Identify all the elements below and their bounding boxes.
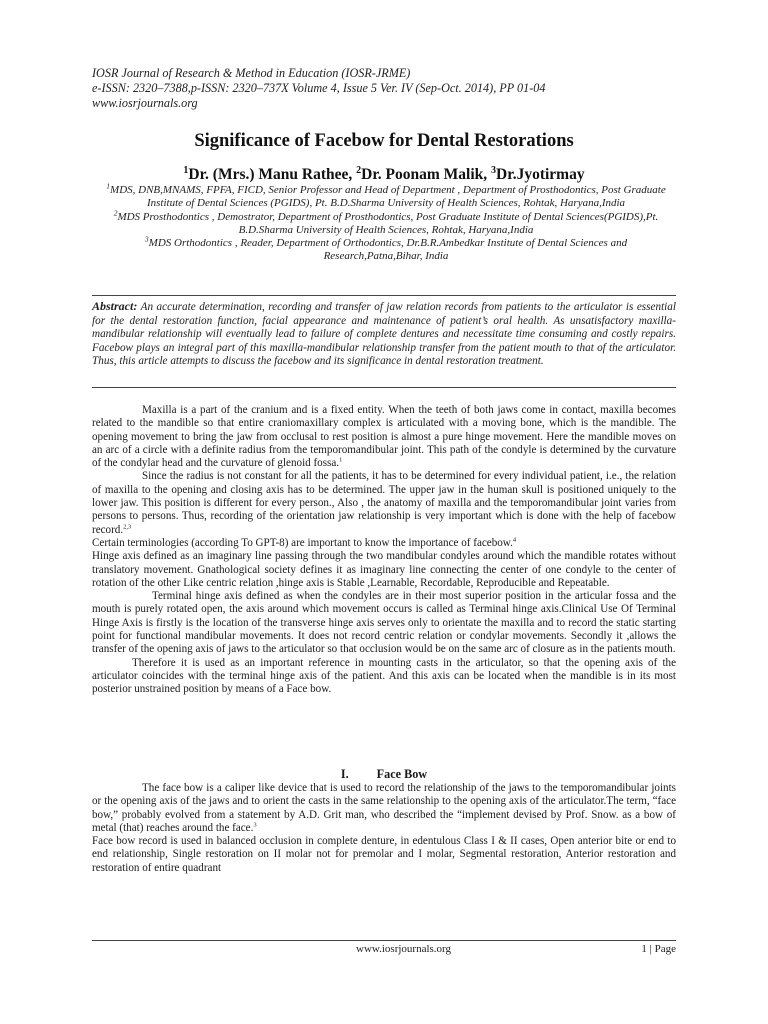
abstract-label: Abstract:	[92, 299, 138, 313]
author-list	[0, 166, 768, 184]
face-bow-paragraph-1-text: The face bow is a caliper like device that is used to record the relationship of the jaws to the temporomandibular joints or the opening axis of the jaws and to orient the casts in the same relationship to the opening axis of the articulator.The term, “face bow,” probably evolved from a statement by A.D. Grit man, who described the “implement devised by Prof. Snow. as a bow of metal (that) reaches around the face.	[92, 782, 676, 834]
paragraph-1	[92, 404, 676, 470]
affiliation-3-text: MDS Orthodontics , Reader, Department of Orthodontics, Dr.B.R.Ambedkar Institute of Dental Sciences and Research,Patna,Bihar, India	[148, 237, 628, 263]
paragraph-2-text: Since the radius is not constant for all the patients, it has to be determined for every individual patient, i.e., the relation of maxilla to the opening and closing axis has to be determined. The upper jaw in the human skull is positioned uniquely to the lower jaw. This position is different for every person., Also , the anatomy of maxilla and the temporomandibular joint varies from persons to persons. Thus, recording of the orientation jaw relationship is very important which is done with the help of facebow record.	[92, 470, 676, 536]
face-bow-paragraph-1	[92, 782, 676, 835]
footer-website[interactable]: www.iosrjournals.org	[356, 943, 452, 955]
affiliation-2-sup: 2	[113, 207, 118, 217]
author-2: Dr. Poonam Malik,	[361, 166, 492, 183]
journal-header	[92, 66, 692, 111]
paragraph-2	[92, 470, 676, 536]
citation-3: 4	[512, 536, 517, 544]
paragraph-3	[92, 537, 676, 550]
affiliation-1-sup: 1	[106, 181, 111, 191]
affiliation-3-sup: 3	[144, 234, 149, 244]
affiliations	[96, 181, 676, 264]
paragraph-1-text: Maxilla is a part of the cranium and is a fixed entity. When the teeth of both jaws come in contact, maxilla becomes related to the mandible so that entire craniomaxillary complex is articulated with a moving bone, which is the mandible. The opening movement to bring the jaw from occlusal to rest position is almost a pure hinge movement. Here the mandible moves on an arc of a circle with a definite radius from the temporomandibular joint. This path of the condyle is determined by the curvature of the condylar head and the curvature of glenoid fossa.	[92, 404, 676, 470]
abstract-text: An accurate determination, recording and transfer of jaw relation records from patients to the articulator is essential for the dental restoration function, facial appearance and maintenance of patient’s oral health. As unsatisfactory maxilla-mandibular relationship will eventually lead to failure of complete dentures and necessitate time consuming and costly repairs. Facebow plays an integral part of this maxilla-mandibular relationship transfer from the patient mouth to that of the articulator. Thus, this article attempts to discuss the facebow and its significance in dental restoration treatment.	[92, 301, 676, 367]
author-3: Dr.Jyotirmay	[496, 166, 585, 183]
author-1: Dr. (Mrs.) Manu Rathee,	[188, 166, 357, 183]
abstract-bottom-rule	[92, 387, 676, 388]
affiliation-1-text: MDS, DNB,MNAMS, FPFA, FICD, Senior Professor and Head of Department , Department of Prosthodontics, Post Graduate Institute of Dental Sciences (PGIDS), Pt. B.D.Sharma University of Health Sciences, Rohtak, Haryana,India	[110, 184, 666, 210]
abstract	[92, 300, 676, 369]
paragraph-5: Terminal hinge axis defined as when the condyles are in their most superior position in the articular fossa and the mouth is purely rotated open, the axis around which movement occurs is called as Terminal hinge axis.Clinical Use Of Terminal Hinge Axis is firstly is the location of the transverse hinge axis serves only to orientate the maxilla and to record the static starting point for functional mandibular movements. It does not record centric relation or condylar movements. Secondly it ,allows the transfer of the opening axis of jaws to the articulator so that occlusion would be on the same arc of closure as in the patients mouth.	[92, 590, 676, 656]
page-number: 1 | Page	[641, 943, 676, 955]
section-title: Face Bow	[376, 767, 428, 781]
paragraph-6: Therefore it is used as an important reference in mounting casts in the articulator, so that the opening axis of the articulator coincides with the terminal hinge axis of the patient. And this axis can be located when the mandible is in its most posterior unstrained position by means of a Face bow.	[92, 656, 676, 696]
face-bow-body	[92, 782, 676, 875]
journal-issn: e-ISSN: 2320–7388,p-ISSN: 2320–737X Volume 4, Issue 5 Ver. IV (Sep-Oct. 2014), PP 01-04	[92, 81, 546, 95]
section-number: I.	[340, 767, 349, 781]
affiliation-3	[96, 234, 676, 264]
face-bow-citation: 3	[253, 821, 257, 829]
author-3-sup: 3	[491, 164, 497, 176]
paragraph-4: Hinge axis defined as an imaginary line passing through the two mandibular condyles around which the mandible rotates without translatory movement. Gnathological society defines it as imaginary line connecting the center of one condyle to the center of rotation of the other Like centric relation ,hinge axis is Stable ,Learnable, Recordable, Reproducible and Repeatable.	[92, 550, 676, 589]
affiliation-1	[96, 181, 676, 211]
footer-rule	[92, 940, 676, 941]
paragraph-3-text: Certain terminologies (according To GPT-8) are important to know the importance of facebow.	[92, 536, 513, 549]
abstract-top-rule	[92, 295, 676, 296]
journal-website[interactable]: www.iosrjournals.org	[92, 96, 198, 110]
journal-name: IOSR Journal of Research & Method in Education (IOSR-JRME)	[92, 66, 411, 80]
citation-2: 2,3	[123, 522, 132, 530]
citation-1: 1	[339, 456, 343, 464]
affiliation-2-text: MDS Prosthodontics , Demostrator, Department of Prosthodontics, Post Graduate Institute of Dental Sciences(PGIDS),Pt. B.D.Sharma University of Health Sciences, Rohtak, Haryana,India	[117, 210, 659, 236]
section-heading	[0, 767, 768, 782]
affiliation-2	[96, 207, 676, 238]
author-2-sup: 2	[356, 164, 362, 176]
author-1-sup: 1	[183, 164, 189, 176]
introduction-body	[92, 404, 676, 697]
face-bow-paragraph-2: Face bow record is used in balanced occlusion in complete denture, in edentulous Class I & II cases, Open anterior bite or end to end relationship, Single restoration on II molar not for premolar and I molar, Segmental restoration, Anterior restoration and restoration of entire quadrant	[92, 835, 676, 874]
paper-title: Significance of Facebow for Dental Restorations	[194, 131, 574, 151]
